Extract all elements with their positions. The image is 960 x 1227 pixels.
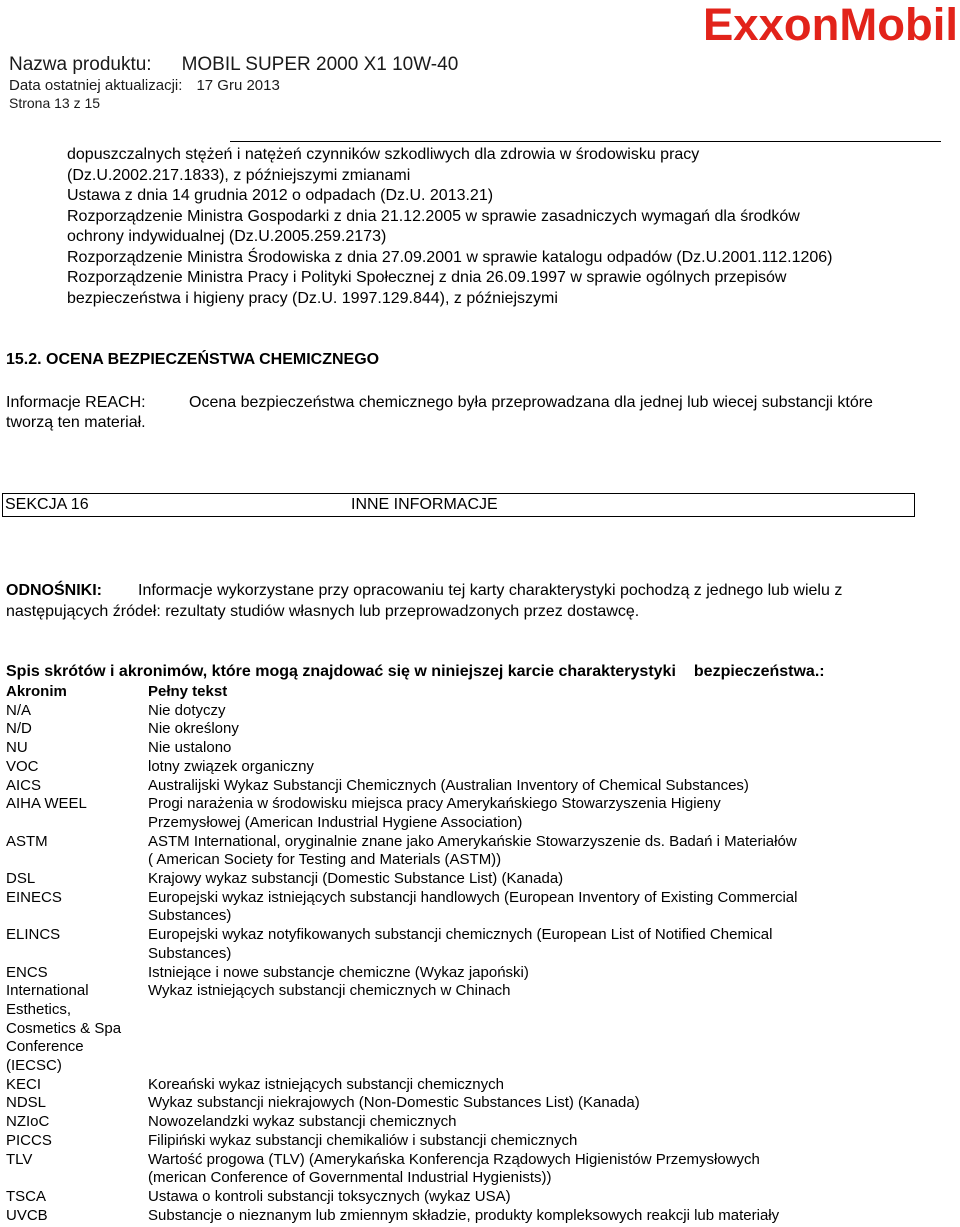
full-text-cell bbox=[148, 964, 956, 983]
full-text: Nowozelandzki wykaz substancji chemicznych bbox=[148, 1113, 457, 1131]
section-15-2-title: 15.2. OCENA BEZPIECZEŃSTWA CHEMICZNEGO bbox=[6, 351, 380, 368]
full-text-cell bbox=[148, 1207, 956, 1226]
full-text: lotny związek organiczny bbox=[148, 757, 314, 775]
full-text-cell bbox=[148, 1094, 956, 1113]
references-text-2: następujących źródeł: rezultaty studiów własnych lub przeprowadzonych przez dostawcę. bbox=[6, 603, 640, 620]
acronym-text: AICS bbox=[6, 776, 42, 794]
regulation-line: Rozporządzenie Ministra Pracy i Polityki Społecznej z dnia 26.09.1997 w sprawie ogólnych przepisów bbox=[67, 269, 787, 286]
acronym-cell bbox=[6, 1188, 148, 1207]
page-number: Strona 13 z 15 bbox=[9, 95, 101, 111]
acronyms-title bbox=[6, 663, 825, 681]
section-16-number: SEKCJA 16 bbox=[5, 496, 89, 513]
full-text-cell bbox=[148, 1151, 956, 1188]
date-value: 17 Gru 2013 bbox=[196, 77, 280, 94]
full-text-cell bbox=[148, 833, 956, 870]
full-text: Koreański wykaz istniejących substancji chemicznych bbox=[148, 1075, 504, 1093]
full-text-cell bbox=[148, 982, 956, 1076]
acronym-row bbox=[6, 702, 956, 721]
full-text: (merican Conference of Governmental Industrial Hygienists)) bbox=[148, 1169, 552, 1187]
acronym-text: VOC bbox=[6, 757, 39, 775]
full-text: Progi narażenia w środowisku miejsca pracy Amerykańskiego Stowarzyszenia Higieny bbox=[148, 795, 721, 813]
full-text: Wykaz istniejących substancji chemicznych w Chinach bbox=[148, 982, 511, 1000]
acronym-text: DSL bbox=[6, 870, 36, 888]
full-text: Substances) bbox=[148, 944, 232, 962]
regulation-line: dopuszczalnych stężeń i natężeń czynników szkodliwych dla zdrowia w środowisku pracy bbox=[67, 146, 700, 163]
acronym-cell bbox=[6, 889, 148, 926]
full-text: Filipiński wykaz substancji chemikaliów i substancji chemicznych bbox=[148, 1131, 578, 1149]
acronym-text: NZIoC bbox=[6, 1113, 50, 1131]
header-divider bbox=[230, 141, 941, 142]
acronym-cell bbox=[6, 870, 148, 889]
acronym-cell bbox=[6, 1076, 148, 1095]
references-label: ODNOŚNIKI: bbox=[6, 582, 102, 599]
full-text-cell bbox=[148, 1113, 956, 1132]
references-text-1: Informacje wykorzystane przy opracowaniu tej karty charakterystyki pochodzą z jednego lub wielu z bbox=[138, 582, 843, 599]
revision-date-line bbox=[9, 77, 280, 94]
full-text-cell bbox=[148, 777, 956, 796]
acronym-text: TLV bbox=[6, 1150, 33, 1168]
reach-text-1: Ocena bezpieczeństwa chemicznego była przeprowadzana dla jednej lub wiecej substancji które bbox=[189, 394, 873, 411]
full-text-cell bbox=[148, 795, 956, 832]
full-text: Europejski wykaz notyfikowanych substancji chemicznych (European List of Notified Chemical bbox=[148, 926, 773, 944]
full-text-cell bbox=[148, 739, 956, 758]
full-text: Istniejące i nowe substancje chemiczne (Wykaz japoński) bbox=[148, 963, 529, 981]
acronym-cell bbox=[6, 720, 148, 739]
acronym-cell bbox=[6, 833, 148, 870]
full-text-cell bbox=[148, 1076, 956, 1095]
acronym-cell bbox=[6, 758, 148, 777]
full-text: Nie dotyczy bbox=[148, 701, 226, 719]
acronym-row bbox=[6, 889, 956, 926]
acronym-row bbox=[6, 964, 956, 983]
acronyms-title-2: bezpieczeństwa.: bbox=[693, 663, 825, 680]
acronym-text: (IECSC) bbox=[6, 1057, 62, 1075]
regulation-line: (Dz.U.2002.217.1833), z późniejszymi zmianami bbox=[67, 166, 411, 184]
full-text: Europejski wykaz istniejących substancji handlowych (European Inventory of Existing Commercial bbox=[148, 888, 798, 906]
full-text-cell bbox=[148, 720, 956, 739]
acronyms-header-row bbox=[6, 683, 956, 702]
section-16-header bbox=[2, 493, 915, 517]
acronym-row bbox=[6, 870, 956, 889]
acronym-text: UVCB bbox=[6, 1206, 48, 1224]
full-text-cell bbox=[148, 870, 956, 889]
acronym-row bbox=[6, 833, 956, 870]
product-name-line bbox=[9, 54, 458, 76]
acronym-text: ASTM bbox=[6, 832, 48, 850]
acronym-row bbox=[6, 758, 956, 777]
reach-label: Informacje REACH: bbox=[6, 394, 146, 411]
regulation-line: Rozporządzenie Ministra Gospodarki z dnia 21.12.2005 w sprawie zasadniczych wymagań dla środków bbox=[67, 207, 800, 225]
full-text: Wartość progowa (TLV) (Amerykańska Konferencja Rządowych Higienistów Przemysłowych bbox=[148, 1150, 760, 1168]
section-16-title: INNE INFORMACJE bbox=[351, 496, 498, 513]
acronym-cell bbox=[6, 1151, 148, 1188]
reach-text-2: tworzą ten materiał. bbox=[6, 414, 146, 431]
acronym-text: NDSL bbox=[6, 1094, 47, 1112]
acronym-text: PICCS bbox=[6, 1131, 52, 1149]
full-text: ( American Society for Testing and Materials (ASTM)) bbox=[148, 851, 502, 869]
acronym-text: NU bbox=[6, 739, 28, 757]
acronym-text: N/A bbox=[6, 701, 32, 719]
acronym-cell bbox=[6, 926, 148, 963]
references bbox=[6, 580, 960, 622]
acronym-row bbox=[6, 1188, 956, 1207]
acronym-row bbox=[6, 720, 956, 739]
full-text: Ustawa o kontroli substancji toksycznych (wykaz USA) bbox=[148, 1187, 511, 1205]
acronyms-table bbox=[6, 683, 956, 1225]
full-text: Australijski Wykaz Substancji Chemicznych (Australian Inventory of Chemical Substances) bbox=[148, 776, 749, 794]
acronym-row bbox=[6, 739, 956, 758]
acronym-text: N/D bbox=[6, 720, 32, 738]
acronym-row bbox=[6, 1076, 956, 1095]
acronym-cell bbox=[6, 964, 148, 983]
acronym-row bbox=[6, 1094, 956, 1113]
regulation-line: ochrony indywidualnej (Dz.U.2005.259.2173) bbox=[67, 228, 387, 245]
full-text: Substances) bbox=[148, 907, 232, 925]
acronym-cell bbox=[6, 1207, 148, 1226]
acronym-text: ELINCS bbox=[6, 926, 61, 944]
product-label: Nazwa produktu: bbox=[9, 54, 152, 75]
regulation-line: Ustawa z dnia 14 grudnia 2012 o odpadach (Dz.U. 2013.21) bbox=[67, 187, 494, 204]
regulations-list bbox=[67, 145, 947, 309]
full-text-column-header: Pełny tekst bbox=[148, 683, 228, 700]
full-text-cell bbox=[148, 702, 956, 721]
acronym-cell bbox=[6, 795, 148, 832]
acronym-cell bbox=[6, 777, 148, 796]
full-text-cell bbox=[148, 889, 956, 926]
acronyms-title-1: Spis skrótów i akronimów, które mogą znajdować się w niniejszej karcie charakterystyki bbox=[6, 663, 676, 680]
full-text: Krajowy wykaz substancji (Domestic Substance List) (Kanada) bbox=[148, 870, 564, 888]
acronym-cell bbox=[6, 702, 148, 721]
acronym-row bbox=[6, 1207, 956, 1226]
acronym-row bbox=[6, 777, 956, 796]
acronym-text: Esthetics, bbox=[6, 1000, 72, 1018]
acronym-cell bbox=[6, 1113, 148, 1132]
acronym-row bbox=[6, 1132, 956, 1151]
acronym-cell bbox=[6, 1132, 148, 1151]
acronym-cell bbox=[6, 739, 148, 758]
acronym-text: TSCA bbox=[6, 1187, 47, 1205]
product-name: MOBIL SUPER 2000 X1 10W-40 bbox=[181, 54, 459, 75]
exxonmobil-logo bbox=[703, 0, 960, 50]
acronym-text: EINECS bbox=[6, 888, 62, 906]
acronym-row bbox=[6, 926, 956, 963]
full-text-cell bbox=[148, 926, 956, 963]
logo-text: ExxonMobil bbox=[703, 0, 958, 50]
full-text: Przemysłowej (American Industrial Hygiene Association) bbox=[148, 813, 523, 831]
full-text: Nie ustalono bbox=[148, 739, 232, 757]
full-text-cell bbox=[148, 1132, 956, 1151]
acronym-text: Cosmetics & Spa bbox=[6, 1019, 122, 1037]
full-text: Nie określony bbox=[148, 720, 239, 738]
full-text: ASTM International, oryginalnie znane jako Amerykańskie Stowarzyszenie ds. Badań i Materiałów bbox=[148, 832, 797, 850]
acronym-column-header: Akronim bbox=[6, 683, 67, 700]
full-text: Substancje o nieznanym lub zmiennym składzie, produkty kompleksowych reakcji lub materiały bbox=[148, 1206, 780, 1224]
reach-info bbox=[6, 393, 960, 433]
regulation-line: bezpieczeństwa i higieny pracy (Dz.U. 1997.129.844), z późniejszymi bbox=[67, 289, 558, 307]
acronym-text: ENCS bbox=[6, 963, 48, 981]
acronym-row bbox=[6, 1151, 956, 1188]
acronym-text: International bbox=[6, 982, 89, 1000]
acronym-row bbox=[6, 982, 956, 1076]
full-text-cell bbox=[148, 758, 956, 777]
acronym-row bbox=[6, 795, 956, 832]
date-label: Data ostatniej aktualizacji: bbox=[9, 77, 183, 94]
acronym-cell bbox=[6, 982, 148, 1076]
regulation-line: Rozporządzenie Ministra Środowiska z dnia 27.09.2001 w sprawie katalogu odpadów (Dz.U.2001.112.1206) bbox=[67, 248, 833, 266]
acronym-text: Conference bbox=[6, 1038, 84, 1056]
full-text-cell bbox=[148, 1188, 956, 1207]
acronym-row bbox=[6, 1113, 956, 1132]
acronym-text: AIHA WEEL bbox=[6, 795, 87, 813]
acronym-text: KECI bbox=[6, 1075, 42, 1093]
acronym-cell bbox=[6, 1094, 148, 1113]
full-text: Wykaz substancji niekrajowych (Non-Domestic Substances List) (Kanada) bbox=[148, 1094, 640, 1112]
